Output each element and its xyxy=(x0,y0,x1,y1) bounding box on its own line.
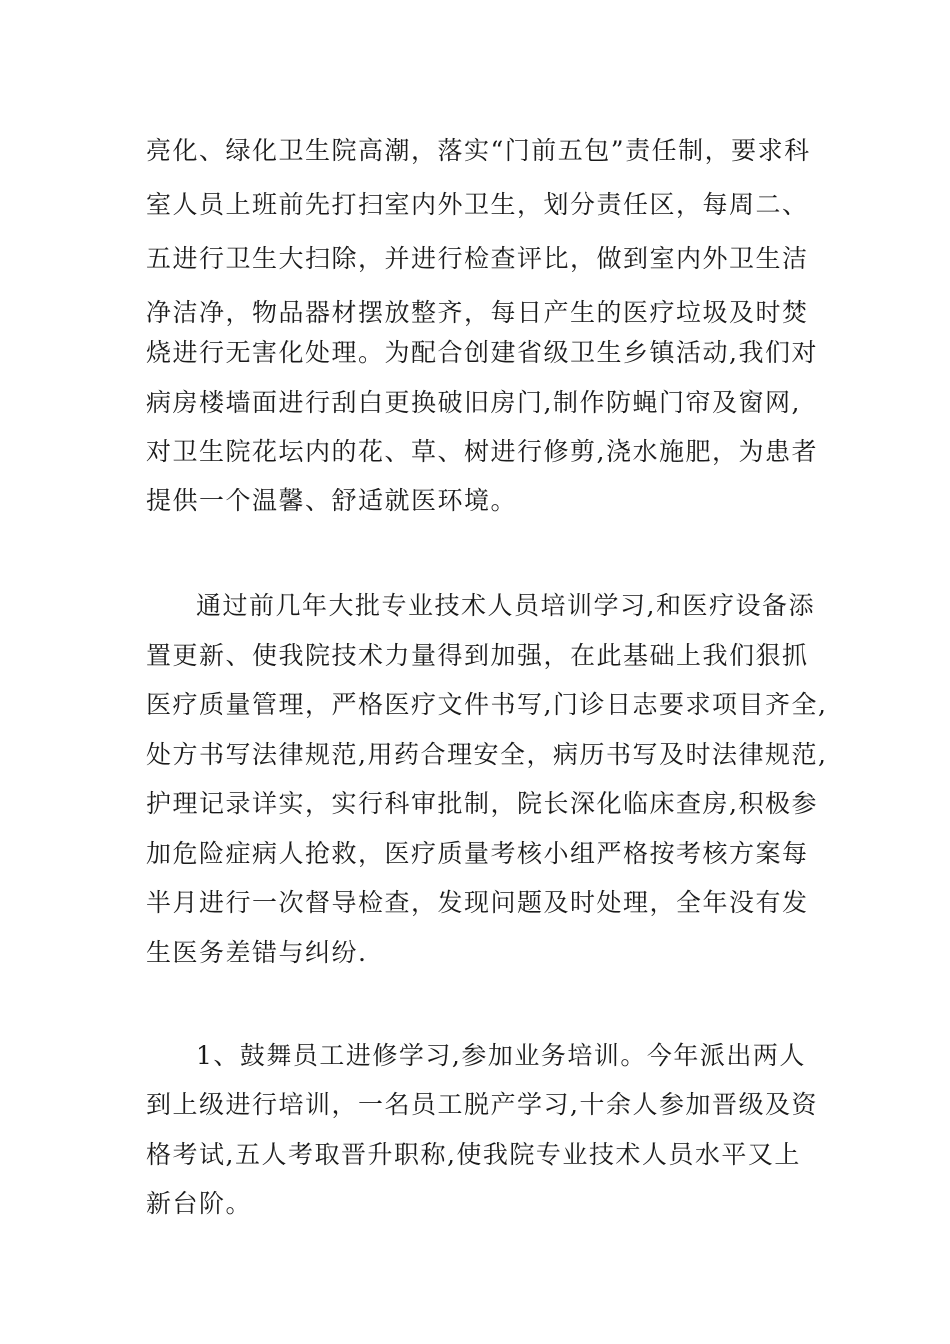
paragraph-1-line-1: 亮化、绿化卫生院高潮，落实“门前五包”责任制，要求科 xyxy=(146,136,811,165)
paragraph-2-line-1: 通过前几年大批专业技术人员培训学习,和医疗设备添 xyxy=(196,591,815,620)
paragraph-1-line-6: 病房楼墙面进行刮白更换破旧房门,制作防蝇门帘及窗网, xyxy=(146,388,801,417)
paragraph-2-line-4: 处方书写法律规范,用药合理安全，病历书写及时法律规范, xyxy=(146,740,828,769)
paragraph-1-line-8: 提供一个温馨、舒适就医环境。 xyxy=(146,486,518,515)
paragraph-2-line-8: 生医务差错与纠纷. xyxy=(146,938,368,967)
paragraph-2-line-7: 半月进行一次督导检查，发现问题及时处理，全年没有发 xyxy=(146,888,809,917)
paragraph-1-line-7: 对卫生院花坛内的花、草、树进行修剪,浇水施肥，为患者 xyxy=(146,437,818,466)
paragraph-3-line-2: 到上级进行培训，一名员工脱产学习,十余人参加晋级及资 xyxy=(146,1090,818,1119)
paragraph-2-line-6: 加危险症病人抢救，医疗质量考核小组严格按考核方案每 xyxy=(146,839,809,868)
paragraph-3-line-3: 格考试,五人考取晋升职称,使我院专业技术人员水平又上 xyxy=(146,1140,801,1169)
paragraph-1-line-4: 净洁净，物品器材摆放整齐，每日产生的医疗垃圾及时焚 xyxy=(146,298,809,327)
paragraph-1-line-3: 五进行卫生大扫除，并进行检查评比，做到室内外卫生洁 xyxy=(146,244,809,273)
paragraph-3-line-1: 1、鼓舞员工进修学习,参加业务培训。今年派出两人 xyxy=(196,1041,806,1070)
paragraph-2-line-2: 置更新、使我院技术力量得到加强，在此基础上我们狠抓 xyxy=(146,641,809,670)
paragraph-1-line-2: 室人员上班前先打扫室内外卫生，划分责任区，每周二、 xyxy=(146,190,809,219)
paragraph-2-line-3: 医疗质量管理，严格医疗文件书写,门诊日志要求项目齐全, xyxy=(146,690,828,719)
paragraph-2-line-5: 护理记录详实，实行科审批制，院长深化临床查房,积极参 xyxy=(146,789,818,818)
paragraph-1-line-5: 烧进行无害化处理。为配合创建省级卫生乡镇活动,我们对 xyxy=(146,338,818,367)
paragraph-3-line-4: 新台阶。 xyxy=(146,1189,253,1218)
